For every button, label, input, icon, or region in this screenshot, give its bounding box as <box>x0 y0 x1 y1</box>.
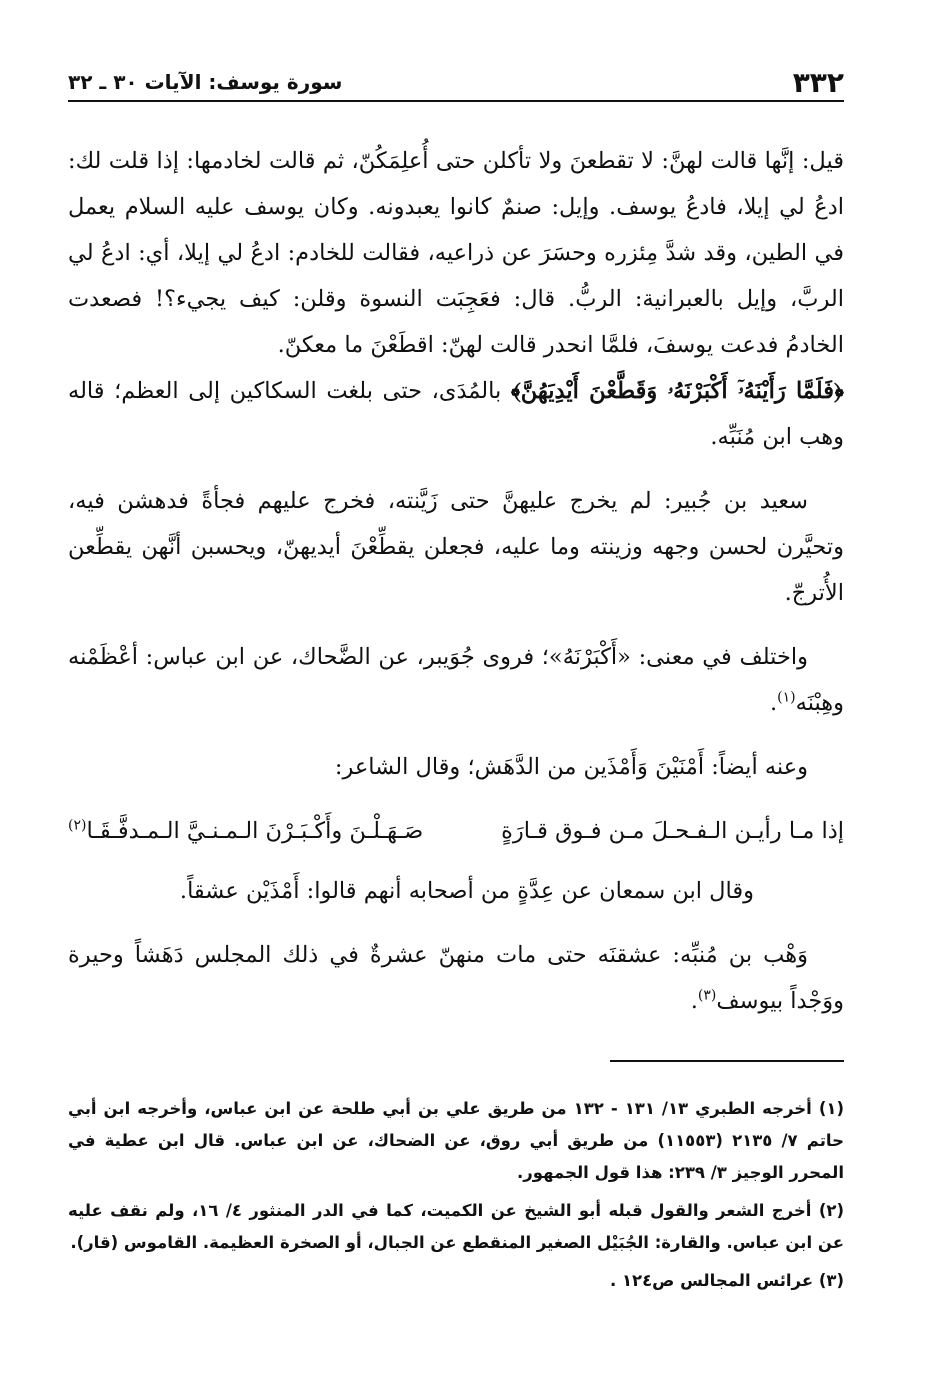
paragraph-1-text: قيل: إنَّها قالت لهنَّ: لا تقطعنَ ولا تأكلن حتى أُعلِمَكُنّ، ثم قالت لخادمها: إذا قلت لك: ادعُ لي إيلا، فادعُ يوسف. وإيل: صنمٌ كانوا يعبدونه. وكان يوسف عليه السلام يعمل في الطين، وقد شدَّ مِئزره وحسَرَ عن ذراعيه، فقالت للخادم: ادعُ لي إيلا، أي: ادعُ لي الربَّ، وإيل بالعبرانية: الربُّ. قال: فعَجِبَت النسوة وقلن: كيف يجيء؟! فصعدت الخادمُ فدعت يوسفَ، فلمَّا انحدر قالت لهنّ: اقطَعْنَ ما معكنّ. <box>68 148 844 358</box>
page-header <box>68 62 844 102</box>
footnote-ref-2: (٢) <box>68 817 87 834</box>
footnote-1: (١) أخرجه الطبري ١٣/ ١٣١ - ١٣٢ من طريق علي بن أبي طلحة عن ابن عباس، وأخرجه ابن أبي حاتم ٧/ ٢١٣٥ (١١٥٥٣) من طريق أبي روق، عن الضحاك، عن ابن عباس. قال ابن عطية في المحرر الوجيز ٣/ ٢٣٩: هذا قول الجمهور. <box>68 1099 845 1182</box>
paragraph-1-tail: بالمُدَى، حتى بلغت السكاكين إلى العظم؛ قاله وهب ابن مُنَبِّه. <box>68 378 844 450</box>
header-rule <box>68 100 844 102</box>
paragraph-3: واختلف في معنى: «أَكْبَرْنَهُ»؛ فروى جُوَيبر، عن الضَّحاك، عن ابن عباس: أعْظَمْنه وهِبْنَه$^{(١)}$. <box>68 644 844 716</box>
paragraph-6: وَهْب بن مُنبِّه: عشقنَه حتى مات منهنّ عشرةٌ في ذلك المجلس دَهَشاً وحيرة ووَجْداً بيوسف$^{(٣)}$. <box>68 942 844 1014</box>
footnote-ref-3: (٣) <box>697 987 717 1004</box>
paragraph-2: سعيد بن جُبير: لم يخرج عليهنَّ حتى زَيَّنته، فخرج عليهم فجأةً فدهشن فيه، وتحيَّرن لحسن وجهه وزينته وما عليه، فجعلن يقطِّعْنَ أيديهنّ، ويحسبن أنَّهن يقطِّعن الأُترجّ. <box>68 488 844 606</box>
footnotes <box>68 1093 844 1303</box>
paragraph-6-text: وَهْب بن مُنبِّه: عشقنَه حتى مات منهنّ عشرةٌ في ذلك المجلس دَهَشاً وحيرة ووَجْداً بيوسف <box>68 942 844 1014</box>
paragraph-1 <box>68 138 844 460</box>
paragraph-3-text: واختلف في معنى: «أَكْبَرْنَهُ»؛ فروى جُوَيبر، عن الضَّحاك، عن ابن عباس: أعْظَمْنه وهِبْنَه <box>68 644 844 716</box>
main-text <box>68 138 844 1042</box>
verse-first-hemistich: إذا مـا رأيـن الـفـحـلَ مـن فـوق قـارَةٍ <box>501 818 844 844</box>
footnote-ref-1: (١) <box>777 689 796 706</box>
poetry-verse <box>68 808 844 854</box>
footnote-3: (٣) عرائس المجالس ص١٢٤ . <box>609 1271 844 1290</box>
running-title: سورة يوسف: الآيات ٣٠ ـ ٣٢ <box>68 70 343 94</box>
footnote-2: (٢) أخرج الشعر والقول قبله أبو الشيخ عن الكميت، كما في الدر المنثور ٤/ ١٦، ولم نقف عليه عن ابن عباس. والقارة: الجُبَيْل الصغير المنقطع عن الجبال، أو الصخرة العظيمة. القاموس (قار). <box>68 1201 844 1252</box>
verse-second-hemistich: صَـهَـلْـنَ وأَكْـبَـرْنَ الـمـنـيَّ الـمـدفَّـقَـا <box>86 818 424 844</box>
verse-second-hemistich-wrap <box>68 808 423 854</box>
paragraph-4: وعنه أيضاً: أَمْنَيْنَ وَأَمْذَين من الدَّهَش؛ وقال الشاعر: <box>334 754 808 780</box>
paragraph-5: وقال ابن سمعان عن عِدَّةٍ من أصحابه أنهم قالوا: أَمْذَيْن عشقاً. <box>179 878 754 904</box>
page-number: ٣٣٢ <box>792 66 844 99</box>
quran-quote: ﴿فَلَمَّا رَأَيْنَهُۥٓ أَكْبَرْنَهُۥ وَقَطَّعْنَ أَيْدِيَهُنَّ﴾ <box>510 378 844 404</box>
footnote-separator <box>610 1060 844 1062</box>
